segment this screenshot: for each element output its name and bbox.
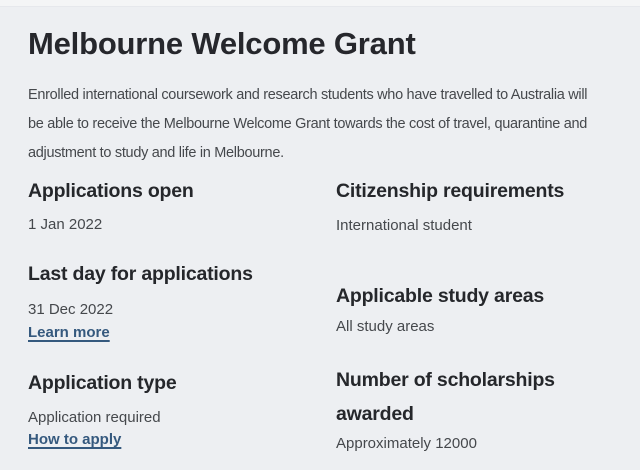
learn-more-link[interactable]: Learn more — [28, 324, 110, 341]
field-applicable-study-areas — [336, 283, 620, 337]
field-label: Number of scholarships awarded — [336, 369, 555, 425]
field-application-type — [28, 370, 336, 450]
description-line: adjustment to study and life in Melbourne. — [28, 145, 284, 161]
field-label: Last day for applications — [28, 263, 253, 285]
description-line: Enrolled international coursework and research students who have travelled to Australia will — [28, 87, 588, 103]
field-label: Citizenship requirements — [336, 180, 565, 202]
field-value: Application required — [28, 409, 161, 426]
details-column-left — [28, 178, 336, 454]
field-value: 31 Dec 2022 — [28, 301, 114, 318]
field-label: Applicable study areas — [336, 285, 545, 307]
field-last-day-for-applications — [28, 261, 336, 343]
field-label: Applications open — [28, 180, 194, 202]
how-to-apply-link[interactable]: How to apply — [28, 431, 122, 448]
field-value: Approximately 12000 — [336, 435, 477, 452]
field-value: All study areas — [336, 318, 435, 335]
page-title: Melbourne Welcome Grant — [28, 26, 416, 61]
field-citizenship-requirements — [336, 178, 620, 236]
field-value: 1 Jan 2022 — [28, 216, 103, 233]
page-description — [28, 81, 620, 168]
top-strip — [0, 0, 640, 7]
field-number-of-scholarships — [336, 363, 620, 454]
field-value: International student — [336, 217, 472, 234]
description-line: be able to receive the Melbourne Welcome Grant towards the cost of travel, quarantine and — [28, 116, 588, 132]
field-label: Application type — [28, 372, 177, 394]
details-column-right — [336, 178, 620, 454]
details-grid — [28, 178, 620, 454]
page-content — [0, 7, 640, 454]
field-applications-open — [28, 178, 336, 235]
